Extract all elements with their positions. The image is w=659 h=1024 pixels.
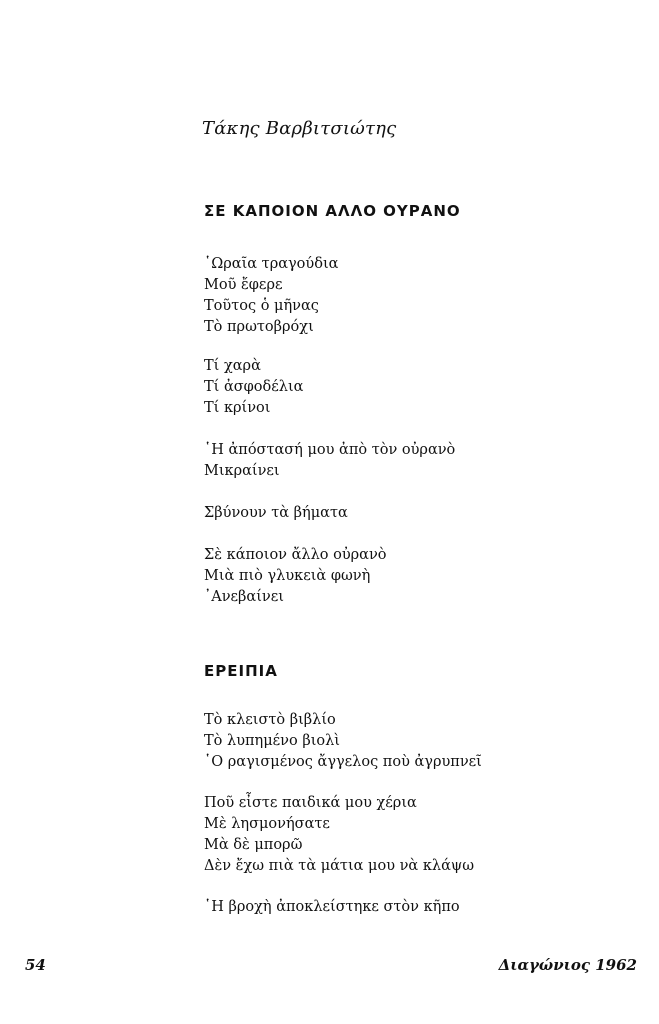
verse-line: Μικραίνει xyxy=(204,463,280,479)
verse-line: Μοῦ ἔφερε xyxy=(204,277,283,293)
verse-line: Τὸ λυπημένο βιολὶ xyxy=(204,733,340,749)
verse-line: Σβύνουν τὰ βήματα xyxy=(204,505,348,521)
verse-line: Τί ἀσφοδέλια xyxy=(204,379,304,395)
poem-title-1: ΣΕ ΚΑΠΟΙΟΝ ΑΛΛΟ ΟΥΡΑΝΟ xyxy=(204,202,461,220)
verse-line: Δὲν ἔχω πιὰ τὰ μάτια μου νὰ κλάψω xyxy=(204,858,475,874)
verse-line: Τὸ κλειστὸ βιβλίο xyxy=(204,712,336,728)
verse-line: Ποῦ εἶστε παιδικά μου χέρια xyxy=(204,795,417,811)
author-name: Τάκης Βαρβιτσιώτης xyxy=(202,118,397,139)
stanza xyxy=(204,254,338,338)
verse-line: ῾Ο ραγισμένος ἄγγελος ποὺ ἀγρυπνεῖ xyxy=(204,754,482,770)
page-number: 54 xyxy=(25,956,46,974)
verse-line: Μὰ δὲ μπορῶ xyxy=(204,837,303,853)
stanza xyxy=(204,545,387,608)
verse-line: Μιὰ πιὸ γλυκειὰ φωνὴ xyxy=(204,568,371,584)
verse-line: Σὲ κάποιον ἄλλο οὐρανὸ xyxy=(204,547,387,563)
stanza xyxy=(204,440,455,482)
poem-title-2: ΕΡΕΙΠΙΑ xyxy=(204,662,278,680)
verse-line: Μὲ λησμονήσατε xyxy=(204,816,330,832)
stanza xyxy=(204,793,474,877)
journal-issue: Διαγώνιος 1962 xyxy=(498,956,637,974)
stanza xyxy=(204,710,482,773)
stanza xyxy=(204,503,348,524)
stanza xyxy=(204,897,460,918)
verse-line: Τοῦτος ὁ μῆνας xyxy=(204,298,319,314)
verse-line: Τί κρίνοι xyxy=(204,400,271,416)
verse-line: ῾Ωραῖα τραγούδια xyxy=(204,256,339,272)
verse-line: ᾿Ανεβαίνει xyxy=(204,589,284,605)
verse-line: ῾Η ἀπόστασή μου ἀπὸ τὸν οὐρανὸ xyxy=(204,442,456,458)
verse-line: Τὸ πρωτοβρόχι xyxy=(204,319,314,335)
stanza xyxy=(204,356,303,419)
verse-line: ῾Η βροχὴ ἀποκλείστηκε στὸν κῆπο xyxy=(204,899,460,915)
verse-line: Τί χαρὰ xyxy=(204,358,261,374)
